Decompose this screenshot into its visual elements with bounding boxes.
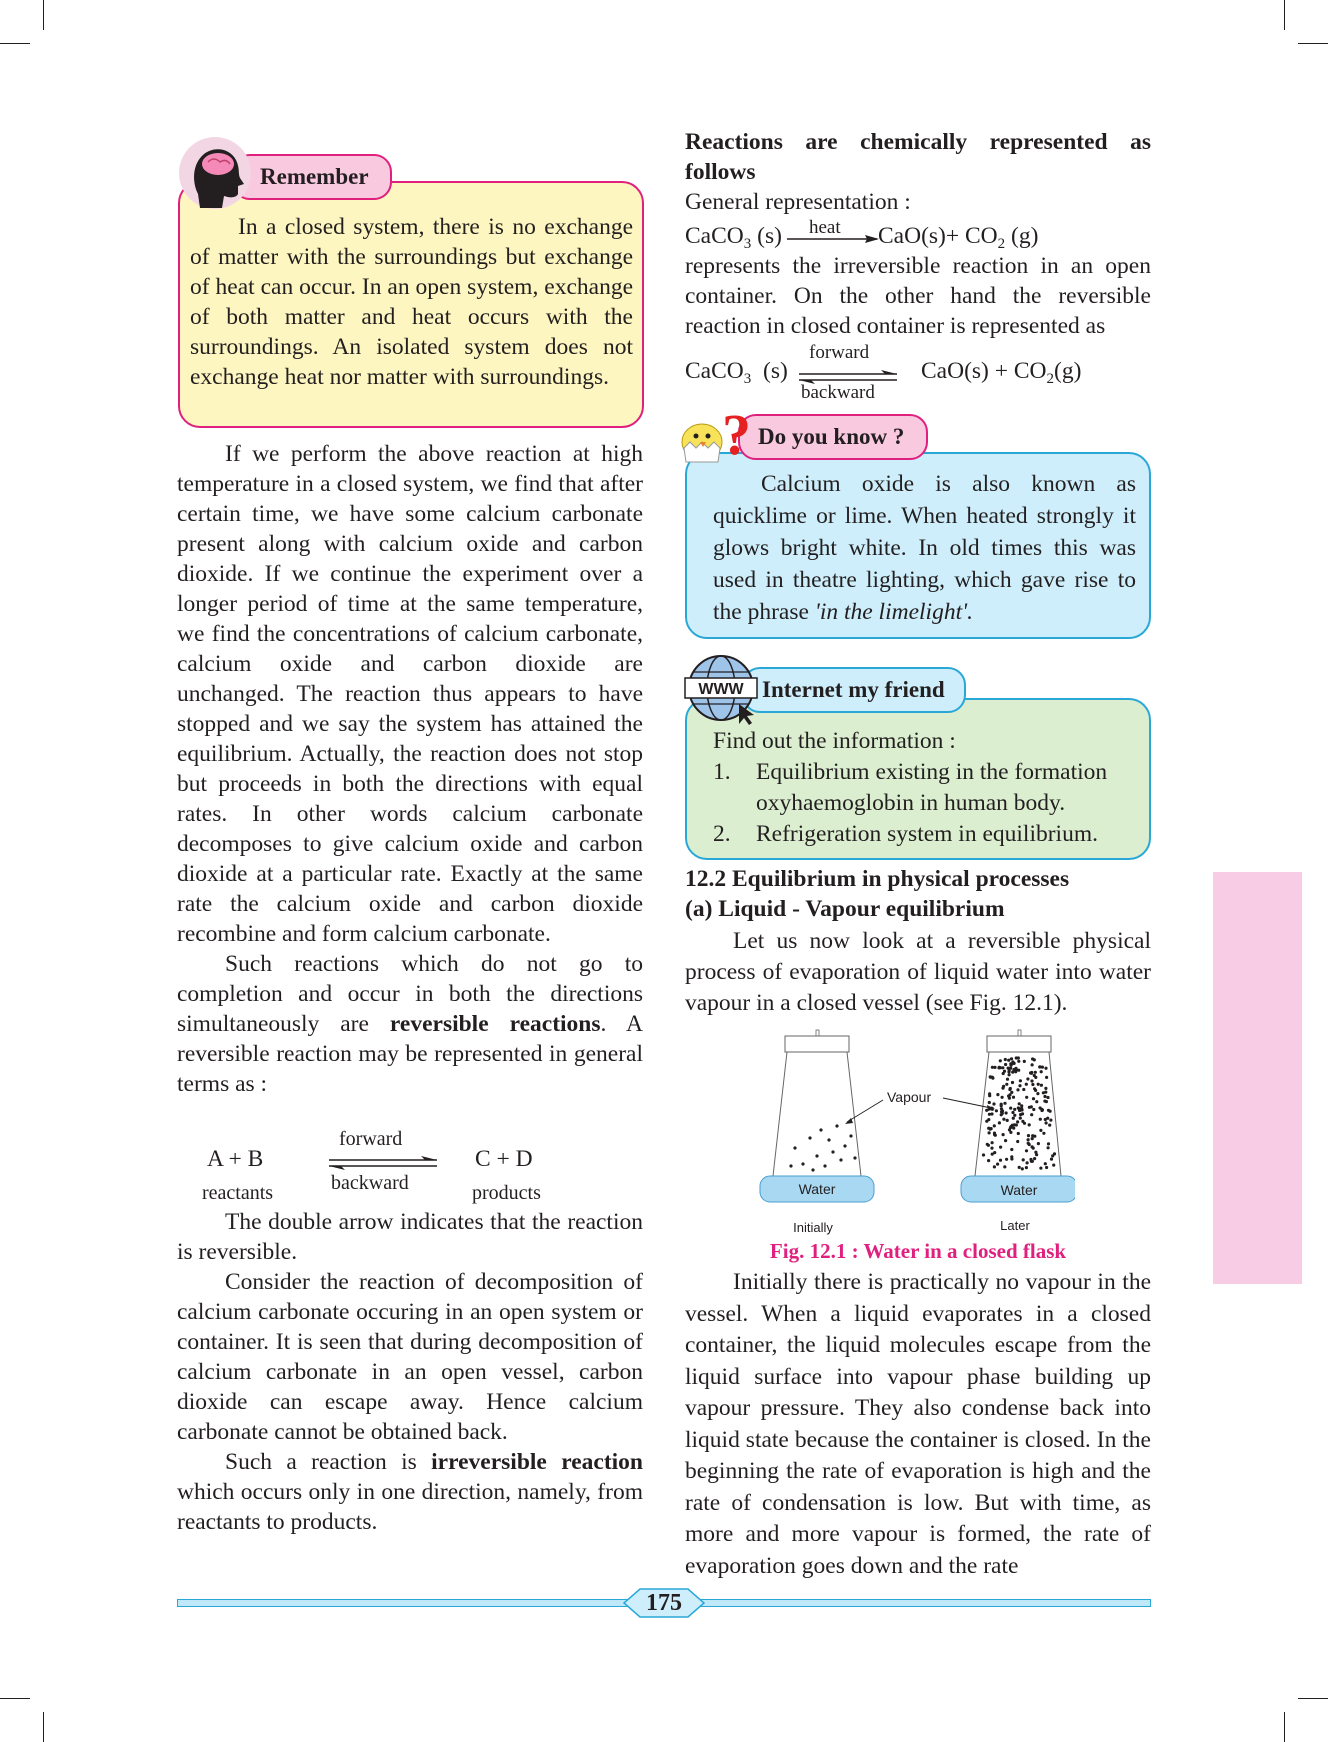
vapour-molecule <box>1008 1073 1011 1076</box>
vapour-molecule <box>1045 1121 1048 1124</box>
eq-right: C + D <box>475 1146 533 1172</box>
vapour-molecule <box>1014 1067 1017 1070</box>
subscript: 2 <box>997 236 1006 252</box>
vapour-molecule <box>1031 1160 1034 1163</box>
crop-mark <box>1284 1712 1285 1742</box>
vapour-molecule <box>1032 1108 1035 1111</box>
vapour-molecule <box>1008 1069 1011 1072</box>
vapour-molecule <box>1025 1096 1028 1099</box>
text-run: CaO(s)+ CO <box>878 223 998 249</box>
vapour-molecule <box>988 1094 991 1097</box>
eq2-backward-label: backward <box>801 382 875 403</box>
vapour-molecule <box>1032 1097 1035 1100</box>
imf-item-number: 1. <box>713 759 731 785</box>
text-run: which occurs only in one direction, namely, from reactants to products. <box>177 1479 643 1535</box>
subscript: 3 <box>743 236 752 252</box>
vapour-molecule <box>987 1144 990 1147</box>
vapour-molecule <box>1018 1102 1021 1105</box>
vapour-molecule <box>988 1101 991 1104</box>
vapour-label: Vapour <box>887 1089 932 1105</box>
page-number: 175 <box>646 1590 682 1616</box>
irreversible-equation <box>685 217 1151 255</box>
www-text: WWW <box>698 681 744 698</box>
text-run: Reactions are chemically represented as follows <box>685 129 1151 185</box>
vapour-molecule <box>1037 1083 1040 1086</box>
vapour-molecule <box>1030 1105 1033 1108</box>
crop-mark <box>1298 43 1328 44</box>
text-run: (s) <box>757 223 782 249</box>
vapour-molecule <box>1033 1087 1036 1090</box>
vapour-molecule <box>1003 1102 1006 1105</box>
crop-mark <box>43 0 44 30</box>
vapour-molecule <box>987 1159 990 1162</box>
vapour-molecule <box>1039 1167 1042 1170</box>
eq1-products <box>878 221 1038 251</box>
vapour-molecule <box>1025 1149 1028 1152</box>
vapour-molecule <box>1013 1114 1016 1117</box>
term-irreversible: irreversible reaction <box>431 1449 643 1475</box>
remember-tag-label: Remember <box>260 164 369 189</box>
term-reversible: reversible reactions <box>389 1011 601 1037</box>
text-run: Calcium oxide is also known as quicklime or lime. When heated strongly it glows bright white. In old times this was used in theatre lighting, which gave rise to the phrase <box>713 471 1136 625</box>
vapour-molecule <box>1016 1140 1019 1143</box>
vapour-molecule <box>1003 1165 1006 1168</box>
vapour-molecule <box>1053 1152 1056 1155</box>
vapour-molecule <box>1005 1111 1008 1114</box>
footer-bar-right <box>695 1599 1151 1607</box>
svg-text:?: ? <box>722 402 751 467</box>
vapour-molecule <box>1023 1060 1026 1063</box>
eq-forward-label: forward <box>339 1128 403 1150</box>
subsection-heading: (a) Liquid - Vapour equilibrium <box>685 896 1005 922</box>
text-run: (s) <box>763 358 788 384</box>
vapour-molecule <box>1015 1056 1018 1059</box>
vapour-molecule <box>1019 1079 1022 1082</box>
vapour-molecule <box>1009 1107 1012 1110</box>
vapour-molecule <box>1045 1076 1048 1079</box>
vapour-molecule <box>1002 1072 1005 1075</box>
do-you-know-text <box>713 468 1136 628</box>
initially-label: Initially <box>793 1220 833 1235</box>
internet-my-friend-text <box>713 726 1143 850</box>
vapour-molecule <box>1019 1117 1022 1120</box>
right-paragraph-2-wrap <box>685 1267 1151 1582</box>
imf-item-1 <box>713 757 1143 819</box>
vapour-molecule <box>1046 1117 1049 1120</box>
vapour-molecule <box>1047 1142 1050 1145</box>
vapour-molecule <box>1034 1071 1037 1074</box>
vapour-molecule <box>1031 1145 1034 1148</box>
crop-mark <box>0 1698 30 1699</box>
vapour-molecule <box>1031 1083 1034 1086</box>
subscript: 3 <box>743 371 752 387</box>
vapour-molecule <box>1025 1166 1028 1169</box>
vapour-molecule <box>999 1146 1002 1149</box>
vapour-molecule <box>1007 1059 1010 1062</box>
vapour-molecule <box>1019 1113 1022 1116</box>
text-run: Such a reaction is <box>225 1449 417 1475</box>
vapour-molecule <box>1035 1100 1038 1103</box>
vapour-molecule <box>1040 1109 1043 1112</box>
right-paragraph-1-wrap <box>685 926 1151 1019</box>
vapour-molecule <box>1030 1079 1033 1082</box>
vapour-molecule <box>1004 1058 1007 1061</box>
vapour-molecule <box>998 1066 1001 1069</box>
globe-www-icon <box>683 652 759 726</box>
vapour-molecule <box>999 1059 1002 1062</box>
side-tab <box>1213 872 1302 1284</box>
vapour-molecule <box>1027 1134 1030 1137</box>
left-paragraph-3: The double arrow indicates that the reaction is reversible. <box>177 1209 643 1265</box>
eq-backward-label: backward <box>331 1172 409 1194</box>
vapour-molecule <box>1017 1060 1020 1063</box>
vapour-molecule <box>1039 1129 1042 1132</box>
vapour-molecule <box>1002 1133 1005 1136</box>
vapour-molecule <box>1006 1119 1009 1122</box>
vapour-molecule <box>1001 1096 1004 1099</box>
vapour-molecule <box>995 1109 998 1112</box>
vapour-molecule <box>1031 1063 1034 1066</box>
vapour-molecule <box>1010 1057 1013 1060</box>
limelight-phrase: 'in the limelight'. <box>814 599 974 625</box>
vapour-molecule <box>992 1102 995 1105</box>
remember-paragraph: In a closed system, there is no exchange of matter with the surroundings but exchange of heat can occur. In an open system, exchange of both matter and heat occurs with the surroundings. An isolated system does not exchange heat nor matter with surroundings. <box>190 214 633 390</box>
vapour-molecule <box>987 1127 990 1130</box>
vapour-molecule <box>1040 1070 1043 1073</box>
subscript: 2 <box>1046 371 1055 387</box>
eq2-products <box>921 358 1081 385</box>
vapour-molecule <box>998 1121 1001 1124</box>
vapour-molecule <box>1027 1138 1030 1141</box>
vapour-molecule <box>1022 1088 1025 1091</box>
vapour-molecule <box>993 1066 996 1069</box>
vapour-molecule <box>990 1147 993 1150</box>
do-you-know-paragraph <box>713 468 1136 628</box>
vapour-molecule <box>1028 1123 1031 1126</box>
text-run: (g) <box>1054 358 1082 384</box>
left-paragraph-5 <box>177 1447 643 1537</box>
vapour-molecule <box>1043 1095 1046 1098</box>
left-paragraph-4: Consider the reaction of decomposition of calcium carbonate occuring in an open system or container. It is seen that during decomposition of calcium carbonate in an open vessel, carbon dioxide can escape away. Hence calcium carbonate cannot be obtained back. <box>177 1269 643 1445</box>
vapour-molecule <box>1043 1100 1046 1103</box>
imf-item-2 <box>713 819 1143 850</box>
brain-head-icon <box>178 134 252 212</box>
crop-mark <box>1284 0 1285 30</box>
internet-my-friend-label: Internet my friend <box>762 677 945 702</box>
vapour-molecule <box>1012 1117 1015 1120</box>
vapour-molecule <box>1005 1158 1008 1161</box>
eq2-reactant <box>685 358 788 385</box>
vapour-molecule <box>988 1131 991 1134</box>
reversible-equation <box>685 340 1151 410</box>
vapour-molecule <box>1012 1127 1015 1130</box>
vapour-molecule <box>1031 1134 1034 1137</box>
crop-mark <box>43 1712 44 1742</box>
right-column-text <box>685 251 1151 341</box>
vapour-molecule <box>1049 1110 1052 1113</box>
vapour-molecule <box>1017 1132 1020 1135</box>
vapour-molecule <box>1002 1118 1005 1121</box>
imf-item-text: Equilibrium existing in the formation oxyhaemoglobin in human body. <box>756 759 1108 816</box>
vapour-molecule <box>1000 1104 1003 1107</box>
vapour-molecule <box>1010 1155 1013 1158</box>
reactions-heading <box>685 127 1151 187</box>
general-equation <box>177 1130 643 1210</box>
later-label: Later <box>1000 1218 1030 1233</box>
vapour-molecule <box>1033 1157 1036 1160</box>
crop-mark <box>0 43 30 44</box>
vapour-molecule <box>987 1118 990 1121</box>
vapour-molecule <box>1042 1132 1045 1135</box>
vapour-molecule <box>1016 1088 1019 1091</box>
eq-reactants-label: reactants <box>202 1182 274 1204</box>
vapour-molecule <box>1022 1158 1025 1161</box>
chick-question-icon <box>678 402 762 468</box>
figure-caption: Fig. 12.1 : Water in a closed flask <box>769 1239 1067 1263</box>
vapour-molecule <box>999 1159 1002 1162</box>
double-arrow-icon <box>327 1156 439 1170</box>
internet-my-friend-tag <box>742 667 966 713</box>
vapour-molecule <box>1004 1063 1007 1066</box>
remember-tag <box>232 154 392 200</box>
vapour-molecule <box>1040 1084 1043 1087</box>
vapour-molecule <box>1027 1142 1030 1145</box>
footer-bar-left <box>177 1599 633 1607</box>
vapour-molecule <box>1050 1158 1053 1161</box>
vapour-molecule <box>1002 1085 1005 1088</box>
vapour-molecule <box>1007 1094 1010 1097</box>
water-label-later: Water <box>1000 1182 1038 1198</box>
vapour-molecule <box>1033 1058 1036 1061</box>
vapour-molecule <box>1048 1124 1051 1127</box>
vapour-molecule <box>1012 1096 1015 1099</box>
vapour-molecule <box>1018 1084 1021 1087</box>
text-run: (g) <box>1011 223 1039 249</box>
vapour-molecule <box>1008 1088 1011 1091</box>
eq1-reactant <box>685 223 782 252</box>
vapour-molecule <box>1023 1122 1026 1125</box>
vapour-molecule <box>994 1134 997 1137</box>
vapour-molecule <box>996 1163 999 1166</box>
flask-later <box>961 1030 1075 1202</box>
text-run: Such reactions which do not go to completion and occur in both the directions simultaneously are <box>177 951 643 1037</box>
vapour-molecule <box>1020 1107 1023 1110</box>
vapour-molecule <box>993 1151 996 1154</box>
vapour-molecule <box>1008 1128 1011 1131</box>
left-paragraph-2 <box>177 949 643 1099</box>
text-run: CaCO <box>685 223 744 249</box>
vapour-molecule <box>1031 1137 1034 1140</box>
imf-item-number: 2. <box>713 821 731 847</box>
section-heading: 12.2 Equilibrium in physical processes <box>685 866 1070 892</box>
right-paragraph-1: Let us now look at a reversible physical process of evaporation of liquid water into water vapour in a closed vessel (see Fig. 12.1). <box>685 928 1151 1016</box>
vapour-molecule <box>1039 1118 1042 1121</box>
vapour-molecule <box>1044 1067 1047 1070</box>
remember-text <box>190 212 633 392</box>
right-paragraph-2: Initially there is practically no vapour in the vessel. When a liquid evaporates in a closed container, the liquid molecules escape from the liquid surface into vapour phase building up vapour pressure. They also condense back into liquid state because the container is closed. In the beginning the rate of evaporation is high and the rate of condensation is low. But with time, as more and more vapour is formed, the rate of evaporation goes down and the rate <box>685 1269 1151 1579</box>
vapour-molecule <box>1038 1065 1041 1068</box>
vapour-molecule <box>1026 1077 1029 1080</box>
eq-left: A + B <box>207 1146 264 1172</box>
vapour-molecule <box>1016 1120 1019 1123</box>
vapour-molecule <box>993 1124 996 1127</box>
do-you-know-tag <box>738 414 928 460</box>
water-label-initially: Water <box>798 1181 836 1197</box>
vapour-molecule <box>1035 1153 1038 1156</box>
vapour-molecule <box>990 1112 993 1115</box>
vapour-molecule <box>1018 1166 1021 1169</box>
vapour-molecule <box>1044 1087 1047 1090</box>
right-column-top <box>685 127 1151 217</box>
text-run: CaCO <box>685 358 744 384</box>
general-representation: General representation : <box>685 189 911 215</box>
vapour-molecule <box>991 1141 994 1144</box>
do-you-know-label: Do you know ? <box>758 424 905 449</box>
eq-products-label: products <box>472 1182 541 1204</box>
vapour-molecule <box>1036 1092 1039 1095</box>
left-paragraph-1: If we perform the above reaction at high temperature in a closed system, we find that after certain time, we have some calcium carbonate present along with calcium oxide and carbon dioxide. If we continue the experiment over a longer period of time at the same temperature, we find the concentrations of calcium carbonate, calcium oxide and carbon dioxide are unchanged. The reaction thus appears to have stopped and we say the system has attained the equilibrium. Actually, the reaction does not stop but proceeds in both the directions with equal rates. In other words calcium carbonate decomposes to give calcium oxide and carbon dioxide at a particular rate. Exactly at the same rate the calcium oxide and carbon dioxide recombine and form calcium carbonate. <box>177 441 643 947</box>
vapour-molecule <box>1001 1066 1004 1069</box>
vapour-molecule <box>1015 1123 1018 1126</box>
vapour-molecule <box>1037 1142 1040 1145</box>
vapour-molecule <box>1034 1076 1037 1079</box>
vapour-molecule <box>1030 1113 1033 1116</box>
vapour-molecule <box>1011 1111 1014 1114</box>
imf-item-text: Refrigeration system in equilibrium. <box>756 821 1098 847</box>
eq1-heat-label: heat <box>809 217 841 238</box>
imf-intro: Find out the information : <box>713 728 956 754</box>
vapour-molecule <box>1047 1146 1050 1149</box>
vapour-molecule <box>1004 1139 1007 1142</box>
vapour-molecule <box>1052 1164 1055 1167</box>
vapour-molecule <box>1046 1096 1049 1099</box>
vapour-molecule <box>1001 1109 1004 1112</box>
vapour-molecule <box>1021 1167 1024 1170</box>
section-12-2 <box>685 864 1151 924</box>
vapour-molecule <box>1049 1119 1052 1122</box>
vapour-molecule <box>1045 1166 1048 1169</box>
vapour-molecule <box>1010 1091 1013 1094</box>
crop-mark <box>1298 1698 1328 1699</box>
vapour-molecule <box>1026 1161 1029 1164</box>
vapour-molecule <box>1006 1078 1009 1081</box>
vapour-molecule <box>1029 1071 1032 1074</box>
vapour-molecule <box>996 1093 999 1096</box>
right-arrow-icon <box>787 234 879 244</box>
text-run: . A reversible reaction may be represented in general terms as : <box>177 1011 644 1097</box>
text-run: CaO(s) + CO <box>921 358 1047 384</box>
figure-water-closed-flask <box>755 1028 1075 1240</box>
vapour-molecule <box>1044 1091 1047 1094</box>
vapour-molecule <box>1005 1083 1008 1086</box>
vapour-molecule <box>1013 1108 1016 1111</box>
vapour-molecule <box>982 1153 985 1156</box>
vapour-molecule <box>989 1076 992 1079</box>
eq2-forward-label: forward <box>809 342 870 363</box>
vapour-molecule <box>1044 1162 1047 1165</box>
vapour-molecule <box>1011 1081 1014 1084</box>
vapour-molecule <box>1010 1148 1013 1151</box>
irreversible-description: represents the irreversible reaction in an open container. On the other hand the reversible reaction in closed container is represented as <box>685 253 1151 339</box>
vapour-molecule <box>1009 1062 1012 1065</box>
vapour-molecule <box>993 1165 996 1168</box>
left-column-upper <box>177 439 643 1099</box>
left-column-lower <box>177 1207 643 1537</box>
vapour-molecule <box>1025 1083 1028 1086</box>
